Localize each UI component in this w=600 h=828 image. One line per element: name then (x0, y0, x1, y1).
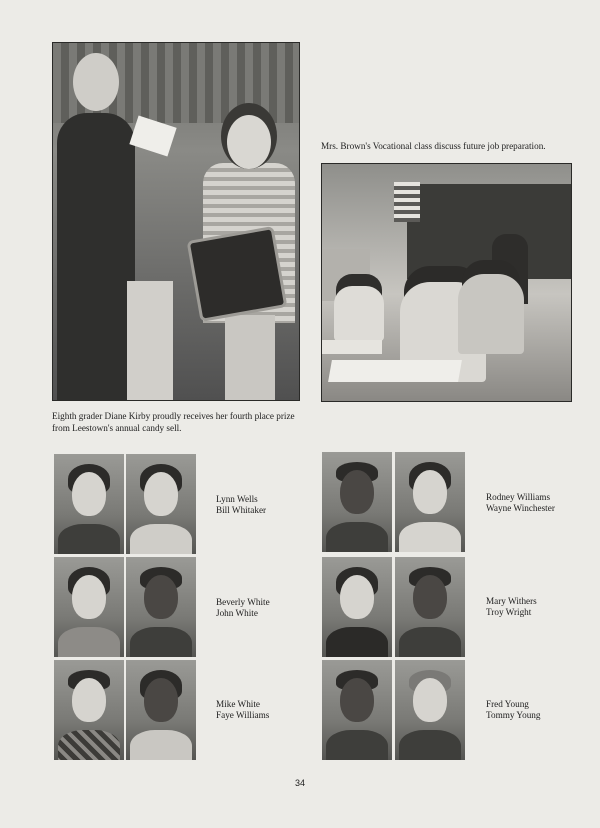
portrait-wayne-winchester (395, 452, 465, 552)
vocational-caption: Mrs. Brown's Vocational class discuss future job preparation. (321, 141, 546, 151)
name-3a: Mike White (216, 699, 260, 709)
prize-caption: Eighth grader Diane Kirby proudly receives her fourth place prize from Leestown's annual candy sell. (52, 411, 295, 433)
portrait-mary-withers (322, 557, 392, 657)
portrait-names-6 (486, 699, 541, 721)
name-6a: Fred Young (486, 699, 529, 709)
page-number: 34 (294, 778, 305, 788)
name-5a: Mary Withers (486, 596, 537, 606)
girl-head (227, 115, 271, 169)
man-figure (57, 113, 135, 400)
portrait-bill-whitaker (126, 454, 196, 554)
portrait-lynn-wells (54, 454, 124, 554)
candy-sell-prize-photo (52, 42, 300, 401)
portrait-rodney-williams (322, 452, 392, 552)
name-6b: Tommy Young (486, 710, 541, 720)
portrait-faye-williams (126, 660, 196, 760)
name-2b: John White (216, 608, 258, 618)
student-1 (334, 286, 384, 341)
podium (127, 281, 173, 400)
portrait-beverly-white (54, 557, 124, 657)
man-head (73, 53, 119, 111)
student-3 (458, 274, 524, 354)
portrait-john-white (126, 557, 196, 657)
portrait-mike-white (54, 660, 124, 760)
portrait-names-1 (216, 494, 266, 516)
portrait-troy-wright (395, 557, 465, 657)
name-3b: Faye Williams (216, 710, 270, 720)
portrait-names-2 (216, 597, 270, 619)
name-2a: Beverly White (216, 597, 270, 607)
blackboard (407, 184, 571, 279)
girl-legs (225, 315, 275, 400)
portrait-names-5 (486, 596, 537, 618)
briefcase-prize (187, 226, 288, 322)
desk-2 (322, 340, 382, 354)
name-4a: Rodney Williams (486, 492, 551, 502)
portrait-names-3 (216, 699, 269, 721)
name-1a: Lynn Wells (216, 494, 258, 504)
name-5b: Troy Wright (486, 607, 532, 617)
flag (394, 182, 420, 222)
portrait-fred-young (322, 660, 392, 760)
vocational-class-photo (321, 163, 572, 402)
portrait-tommy-young (395, 660, 465, 760)
portrait-names-4 (486, 492, 555, 514)
name-1b: Bill Whitaker (216, 505, 267, 515)
name-4b: Wayne Winchester (486, 503, 555, 513)
desk-1 (328, 360, 462, 382)
